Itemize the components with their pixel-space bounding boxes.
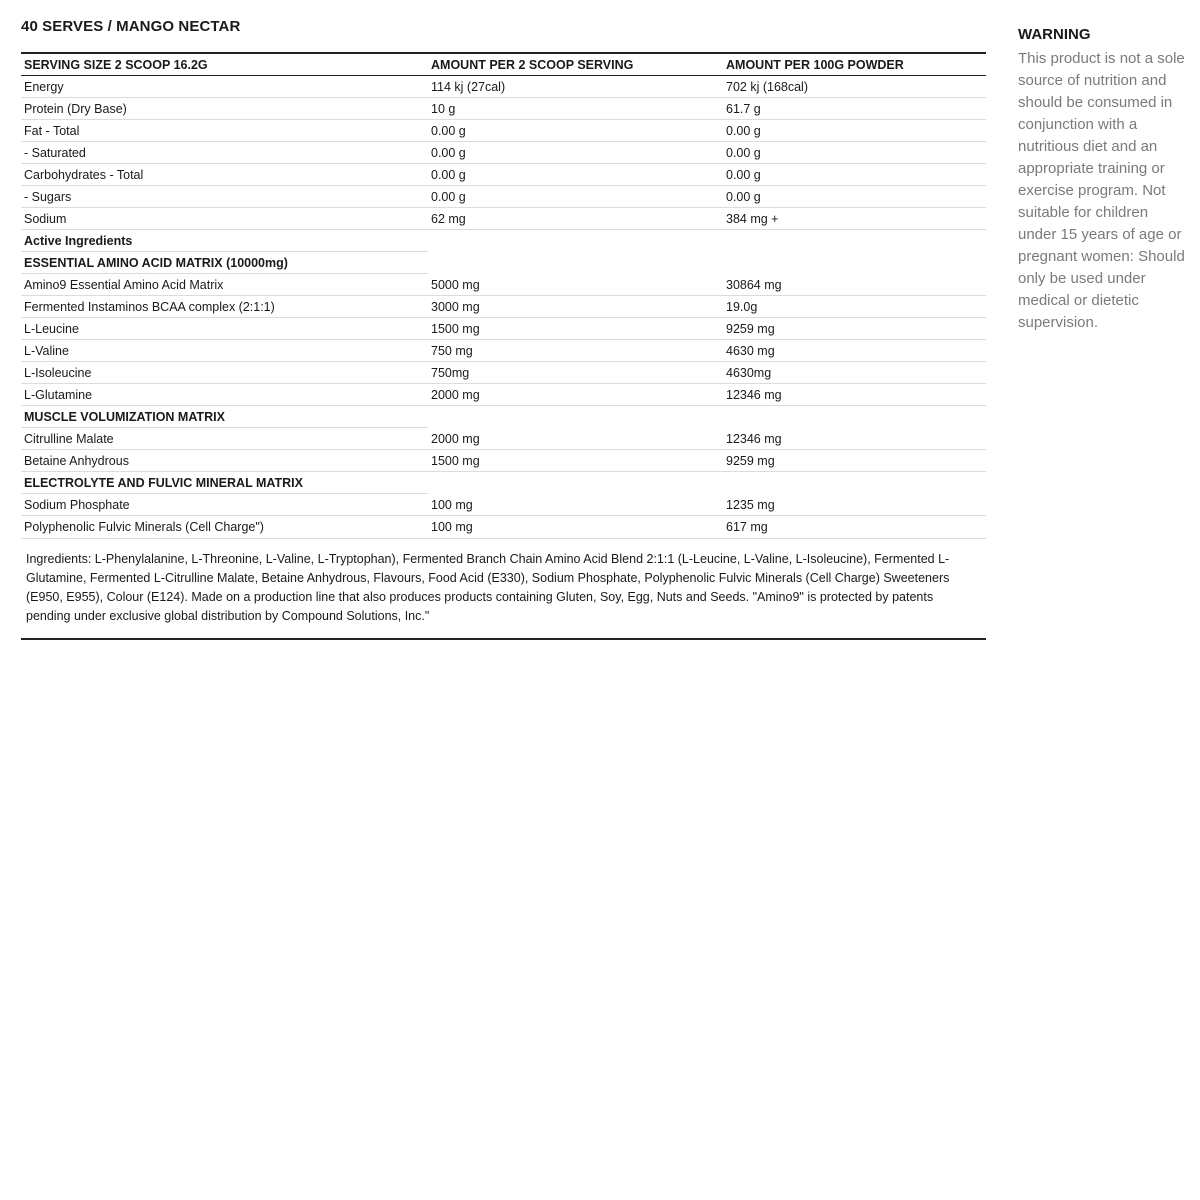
nutrient-name: Sodium bbox=[21, 208, 428, 230]
amount-per-100g: 61.7 g bbox=[724, 98, 986, 120]
amount-per-serving: 5000 mg bbox=[428, 274, 724, 296]
nutrition-table bbox=[21, 52, 986, 640]
table-body bbox=[21, 76, 986, 538]
amount-per-100g bbox=[724, 406, 986, 428]
header-per-serving: AMOUNT PER 2 SCOOP SERVING bbox=[428, 54, 724, 76]
amount-per-serving: 1500 mg bbox=[428, 318, 724, 340]
nutrient-name: L-Leucine bbox=[21, 318, 428, 340]
section-title: MUSCLE VOLUMIZATION MATRIX bbox=[21, 406, 428, 428]
table-row bbox=[21, 142, 986, 164]
amount-per-serving: 3000 mg bbox=[428, 296, 724, 318]
nutrient-name: Fermented Instaminos BCAA complex (2:1:1) bbox=[21, 296, 428, 318]
amount-per-serving: 100 mg bbox=[431, 520, 473, 534]
amount-per-100g: 4630mg bbox=[724, 362, 986, 384]
table-row bbox=[21, 186, 986, 208]
amount-per-serving: 750mg bbox=[428, 362, 724, 384]
amount-per-serving bbox=[428, 252, 724, 274]
amount-per-100g: 0.00 g bbox=[724, 142, 986, 164]
amount-per-100g: 9259 mg bbox=[724, 450, 986, 472]
table-row bbox=[21, 120, 986, 142]
nutrient-name: Amino9 Essential Amino Acid Matrix bbox=[21, 274, 428, 296]
table-row bbox=[21, 340, 986, 362]
nutrient-name: Polyphenolic Fulvic Minerals (Cell Charge") bbox=[24, 520, 264, 534]
amount-per-serving: 0.00 g bbox=[428, 164, 724, 186]
amount-per-100g: 0.00 g bbox=[724, 164, 986, 186]
amount-per-100g: 12346 mg bbox=[724, 428, 986, 450]
nutrient-name: Protein (Dry Base) bbox=[21, 98, 428, 120]
amount-per-100g: 384 mg + bbox=[724, 208, 986, 230]
amount-per-100g: 0.00 g bbox=[724, 186, 986, 208]
amount-per-serving: 2000 mg bbox=[428, 384, 724, 406]
table-row bbox=[21, 76, 986, 98]
table-row bbox=[21, 516, 986, 538]
amount-per-100g: 1235 mg bbox=[724, 494, 986, 516]
amount-per-100g: 12346 mg bbox=[724, 384, 986, 406]
amount-per-serving: 114 kj (27cal) bbox=[428, 76, 724, 98]
amount-per-100g: 9259 mg bbox=[724, 318, 986, 340]
table-row bbox=[21, 318, 986, 340]
amount-per-serving bbox=[428, 406, 724, 428]
nutrient-name: - Sugars bbox=[21, 186, 428, 208]
table-row bbox=[21, 274, 986, 296]
header-serving-size: SERVING SIZE 2 SCOOP 16.2G bbox=[21, 54, 428, 76]
section-title: ESSENTIAL AMINO ACID MATRIX (10000mg) bbox=[21, 252, 428, 274]
amount-per-serving: 0.00 g bbox=[428, 186, 724, 208]
amount-per-serving: 10 g bbox=[428, 98, 724, 120]
amount-per-serving: 1500 mg bbox=[428, 450, 724, 472]
amount-per-100g bbox=[724, 230, 986, 252]
table-row bbox=[21, 208, 986, 230]
table-row bbox=[21, 164, 986, 186]
nutrient-name: Carbohydrates - Total bbox=[21, 164, 428, 186]
table-header-row bbox=[21, 54, 986, 76]
amount-per-100g: 0.00 g bbox=[724, 120, 986, 142]
ingredients-text: Ingredients: L-Phenylalanine, L-Threonine, L-Valine, L-Tryptophan), Fermented Branch Chain Amino Acid Blend 2:1:1 (L-Leucine, L-Valine, L-Isoleucine), Fermented L-Glutamine, Fermented L-Citrulline Malate, Betaine Anhydrous, Flavours, Food Acid (E330), Sodium Phosphate, Polyphenolic Fulvic Minerals (Cell Charge) Sweeteners (E950, E955), Colour (E124). Made on a production line that also produces products containing Gluten, Soy, Egg, Nuts and Seeds. "Amino9" is protected by patents pending under exclusive global distribution by Compound Solutions, Inc." bbox=[21, 538, 986, 638]
amount-per-serving: 62 mg bbox=[428, 208, 724, 230]
table-row bbox=[21, 362, 986, 384]
table-row bbox=[21, 494, 986, 516]
nutrient-name: Fat - Total bbox=[21, 120, 428, 142]
amount-per-serving: 2000 mg bbox=[428, 428, 724, 450]
amount-per-100g bbox=[724, 472, 986, 494]
header-per-100g: AMOUNT PER 100G POWDER bbox=[724, 54, 986, 76]
amount-per-serving: 0.00 g bbox=[428, 120, 724, 142]
amount-per-100g: 617 mg bbox=[726, 520, 768, 534]
amount-per-serving bbox=[428, 472, 724, 494]
amount-per-serving: 750 mg bbox=[428, 340, 724, 362]
nutrient-name: Betaine Anhydrous bbox=[21, 450, 428, 472]
nutrient-name: Citrulline Malate bbox=[21, 428, 428, 450]
nutrient-name: Sodium Phosphate bbox=[21, 494, 428, 516]
warning-title: WARNING bbox=[1018, 26, 1091, 43]
nutrient-name: L-Glutamine bbox=[21, 384, 428, 406]
table-row bbox=[21, 450, 986, 472]
nutrition-panel bbox=[21, 16, 986, 640]
table-row bbox=[21, 296, 986, 318]
section-title: Active Ingredients bbox=[21, 230, 428, 252]
section-row bbox=[21, 252, 986, 274]
section-row bbox=[21, 472, 986, 494]
amount-per-serving: 100 mg bbox=[428, 494, 724, 516]
amount-per-100g: 30864 mg bbox=[724, 274, 986, 296]
nutrient-name: L-Isoleucine bbox=[21, 362, 428, 384]
nutrient-name: L-Valine bbox=[21, 340, 428, 362]
warning-text: This product is not a sole source of nutrition and should be consumed in conjunction with a nutritious diet and an appropriate training or exercise program. Not suitable for children under 15 years of age or pregnant women: Should only be used under medical or dietetic supervision. bbox=[1018, 50, 1185, 331]
table-row bbox=[21, 98, 986, 120]
amount-per-serving bbox=[428, 230, 724, 252]
nutrient-name: - Saturated bbox=[21, 142, 428, 164]
amount-per-100g: 19.0g bbox=[724, 296, 986, 318]
section-row bbox=[21, 406, 986, 428]
nutrient-name: Energy bbox=[21, 76, 428, 98]
warning-panel bbox=[1018, 24, 1190, 334]
section-title: ELECTROLYTE AND FULVIC MINERAL MATRIX bbox=[21, 472, 428, 494]
amount-per-100g: 702 kj (168cal) bbox=[724, 76, 986, 98]
table-row bbox=[21, 428, 986, 450]
amount-per-100g: 4630 mg bbox=[724, 340, 986, 362]
serves-title: 40 SERVES / MANGO NECTAR bbox=[21, 18, 241, 35]
section-row bbox=[21, 230, 986, 252]
amount-per-serving: 0.00 g bbox=[428, 142, 724, 164]
amount-per-100g bbox=[724, 252, 986, 274]
table-row bbox=[21, 384, 986, 406]
